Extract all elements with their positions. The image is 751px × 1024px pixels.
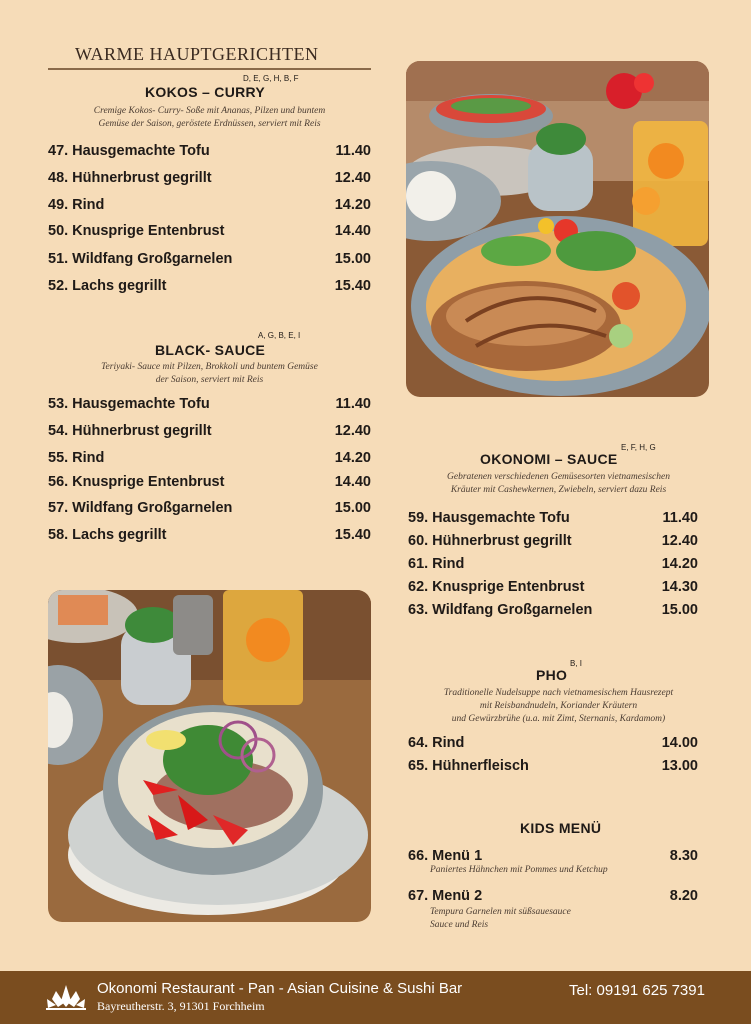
section-title-okonomi: OKONOMI – SAUCE bbox=[480, 451, 618, 467]
menu-item: 64. Rind 14.00 bbox=[408, 735, 698, 751]
section-title-kids: KIDS MENÜ bbox=[520, 820, 602, 836]
phone-number[interactable]: Tel: 09191 625 7391 bbox=[569, 982, 705, 999]
title-divider bbox=[48, 68, 371, 70]
restaurant-address: Bayreutherstr. 3, 91301 Forchheim bbox=[97, 999, 265, 1013]
restaurant-name: Okonomi Restaurant - Pan - Asian Cuisine & Sushi Bar bbox=[97, 980, 463, 997]
footer-bar bbox=[0, 971, 751, 1024]
desc-black: Teriyaki- Sauce mit Pilzen, Brokkoli und buntem Gemüse der Saison, serviert mit Reis bbox=[101, 362, 318, 385]
menu-item: 62. Knusprige Entenbrust 14.30 bbox=[408, 579, 698, 595]
menu-item: 66. Menü 1 8.30 bbox=[408, 848, 698, 864]
lotus-logo-icon bbox=[44, 983, 88, 1011]
menu-item: 61. Rind 14.20 bbox=[408, 556, 698, 572]
menu-item: 54. Hühnerbrust gegrillt 12.40 bbox=[48, 423, 371, 439]
desc-pho: Traditionelle Nudelsuppe nach vietnamesischem Hausrezept mit Reisbandnudeln, Koriander Kräutern und Gewürzbrühe (u.a. mit Zimt, Sternanis, Kardamom) bbox=[443, 688, 674, 724]
desc-okonomi: Gebratenen verschiedenen Gemüsesorten vietnamesischen Kräuter mit Cashewkernen, Zwiebeln, serviert dazu Reis bbox=[447, 472, 670, 495]
menu-item: 60. Hühnerbrust gegrillt 12.40 bbox=[408, 533, 698, 549]
duck-curry-photo bbox=[406, 61, 709, 397]
menu-item: 56. Knusprige Entenbrust 14.40 bbox=[48, 474, 371, 490]
section-title-kokos: KOKOS – CURRY bbox=[145, 84, 266, 100]
allergens-kokos: D, E, G, H, B, F bbox=[243, 74, 299, 83]
menu-item: 63. Wildfang Großgarnelen 15.00 bbox=[408, 602, 698, 618]
pho-soup-photo bbox=[48, 590, 371, 922]
menu-item: 57. Wildfang Großgarnelen 15.00 bbox=[48, 500, 371, 516]
menu-item: 59. Hausgemachte Tofu 11.40 bbox=[408, 510, 698, 526]
menu-item: 58. Lachs gegrillt 15.40 bbox=[48, 527, 371, 543]
menu-item: 47. Hausgemachte Tofu 11.40 bbox=[48, 143, 371, 159]
desc-kokos: Cremige Kokos- Curry- Soße mit Ananas, Pilzen und buntem Gemüse der Saison, geröstete Erdnüssen, serviert mit Reis bbox=[93, 106, 326, 129]
page-title: WARME HAUPTGERICHTEN bbox=[75, 44, 319, 64]
section-title-black: BLACK- SAUCE bbox=[155, 342, 266, 358]
allergens-pho: B, I bbox=[570, 659, 583, 668]
menu-item: 53. Hausgemachte Tofu 11.40 bbox=[48, 396, 371, 412]
menu-item: 51. Wildfang Großgarnelen 15.00 bbox=[48, 251, 371, 267]
menu-item: 65. Hühnerfleisch 13.00 bbox=[408, 758, 698, 774]
allergens-okonomi: E, F, H, G bbox=[621, 443, 656, 452]
menu-item: 55. Rind 14.20 bbox=[48, 450, 371, 466]
menu-item: 48. Hühnerbrust gegrillt 12.40 bbox=[48, 170, 371, 186]
kids-item-desc: Paniertes Hähnchen mit Pommes und Ketchup bbox=[430, 865, 608, 875]
section-title-pho: PHO bbox=[536, 667, 568, 683]
menu-item: 67. Menü 2 8.20 bbox=[408, 888, 698, 904]
menu-item: 50. Knusprige Entenbrust 14.40 bbox=[48, 223, 371, 239]
menu-item: 52. Lachs gegrillt 15.40 bbox=[48, 278, 371, 294]
menu-item: 49. Rind 14.20 bbox=[48, 197, 371, 213]
kids-item-desc: Tempura Garnelen mit süßsauesauce Sauce und Reis bbox=[430, 907, 571, 930]
allergens-black: A, G, B, E, I bbox=[258, 331, 301, 340]
